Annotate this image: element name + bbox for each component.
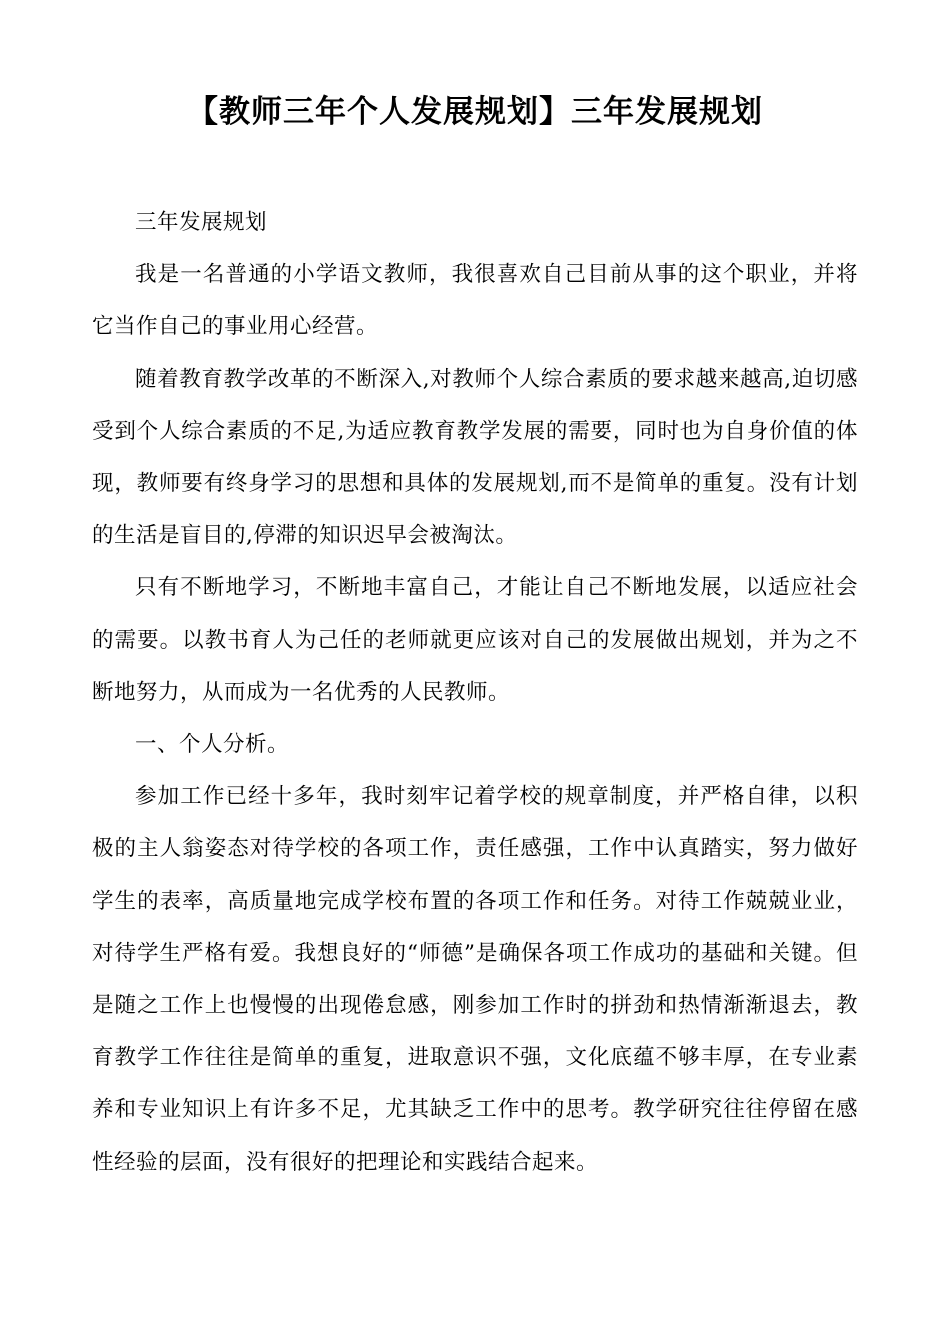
document-body (92, 197, 858, 1189)
section-heading: 一、个人分析。 (135, 732, 290, 758)
document-title: 【教师三年个人发展规划】三年发展规划 (187, 94, 763, 130)
paragraph: 随着教育教学改革的不断深入,对教师个人综合素质的要求越来越高,迫切感受到个人综合素质的不足,为适应教育教学发展的需要，同时也为自身价值的体现，教师要有终身学习的思想和具体的发展规划,而不是简单的重复。没有计划的生活是盲目的,停滞的知识迟早会被淘汰。 (92, 366, 859, 549)
paragraph: 只有不断地学习，不断地丰富自己，才能让自己不断地发展，以适应社会的需要。以教书育人为己任的老师就更应该对自己的发展做出规划，并为之不断地努力，从而成为一名优秀的人民教师。 (92, 575, 858, 705)
section-heading: 三年发展规划 (135, 210, 268, 235)
paragraph: 我是一名普通的小学语文教师，我很喜欢自己目前从事的这个职业，并将它当作自己的事业用心经营。 (92, 262, 858, 340)
paragraph: 参加工作已经十多年，我时刻牢记着学校的规章制度，并严格自律，以积极的主人翁姿态对待学校的各项工作，责任感强，工作中认真踏实，努力做好学生的表率，高质量地完成学校布置的各项工作和任务。对待工作兢兢业业，对待学生严格有爱。我想良好的“师德”是确保各项工作成功的基础和关键。但是随之工作上也慢慢的出现倦怠感，刚参加工作时的拼劲和热情渐渐退去，教育教学工作往往是简单的重复，进取意识不强，文化底蕴不够丰厚，在专业素养和专业知识上有许多不足，尤其缺乏工作中的思考。教学研究往往停留在感性经验的层面，没有很好的把理论和实践结合起来。 (92, 784, 858, 1175)
